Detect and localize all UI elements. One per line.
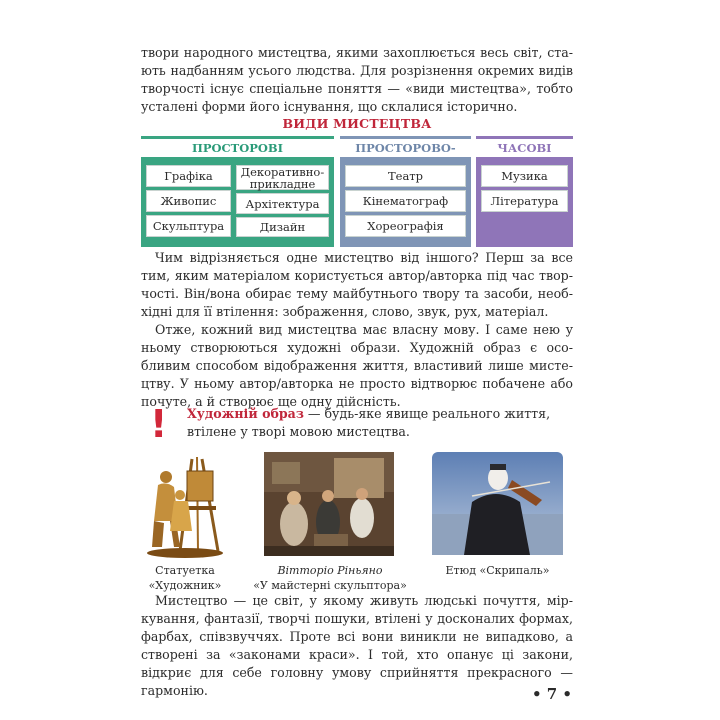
category-spatial: ПРОСТОРОВІ [191, 141, 284, 155]
category-spatiotemporal: ПРОСТОРОВО- [355, 141, 456, 155]
statuette-image [140, 451, 230, 559]
violinist-image [432, 452, 563, 555]
painting-image [264, 452, 394, 556]
art-literature: Література [481, 190, 568, 212]
art-theatre: Театр [345, 165, 466, 187]
art-design: Дизайн [236, 217, 329, 237]
diagram-title: ВИДИ МИСТЕЦТВА [282, 116, 432, 131]
category-temporal: ЧАСОВІ [497, 141, 552, 155]
definition-text: — будь-яке явище реального життя, втілене у творі мовою мистецтва. [187, 406, 551, 439]
art-sculpture: Скульптура [146, 215, 231, 237]
intro-paragraph: твори народного мистецтва, якими захоплюється весь світ, стають надбанням усього людства. Для розрізнення окремих видів творчості існує спеціальне поняття — «види мистецтва», тобто усталені форми його існування, що склалися історично. [141, 45, 573, 114]
paragraph-3: Мистецтво — це світ, у якому живуть людські почуття, міркування, фантазії, творчі пошуки, втілені у досконалих формах, фарбах, співзвуччях. Проте всі вони виникли не випадково, а створені за «законами краси». І той, хто опанує ці закони, відкриє для себе головну умову сприйняття прекрасного — гармонію. [141, 593, 573, 698]
definition-term: Художній образ [187, 406, 304, 421]
caption-violinist: Етюд «Скрипаль» [445, 564, 550, 577]
caption-painting: Вітторіо Ріньяно «У майстерні скульптора» [253, 564, 407, 592]
paragraph-1: Чим відрізняється одне мистецтво від іншого? Перш за все тим, яким матеріалом користується автор/авторка під час творчості. Він/вона обирає тему майбутнього твору та засоби, необхідні для її втілення: зображення, слово, звук, рух, матеріал. [141, 250, 573, 319]
page-number: • 7 • [531, 685, 572, 703]
art-architecture: Архітектура [236, 193, 329, 214]
spatial-panel [141, 157, 334, 247]
spatiotemporal-panel [340, 157, 471, 247]
art-cinema: Кінематограф [345, 190, 466, 212]
art-decorative: Декоративно- прикладне [236, 165, 329, 190]
exclamation-icon: ! [150, 402, 168, 446]
temporal-panel [476, 157, 573, 247]
caption-statuette: Статуетка «Художник» [148, 564, 222, 592]
definition-block [187, 405, 573, 441]
art-music: Музика [481, 165, 568, 187]
art-choreography: Хореографія [345, 215, 466, 237]
paragraph-2: Отже, кожний вид мистецтва має власну мову. І саме нею у ньому створюються художні образи. Художній образ є особливим способом відображення життя, властивий лише мистецтву. У ньому автор/авторка не просто відтворює побачене або почуте, а й створює ще одну дійсність. [141, 322, 573, 409]
art-graphics: Графіка [146, 165, 231, 187]
art-painting: Живопис [146, 190, 231, 212]
